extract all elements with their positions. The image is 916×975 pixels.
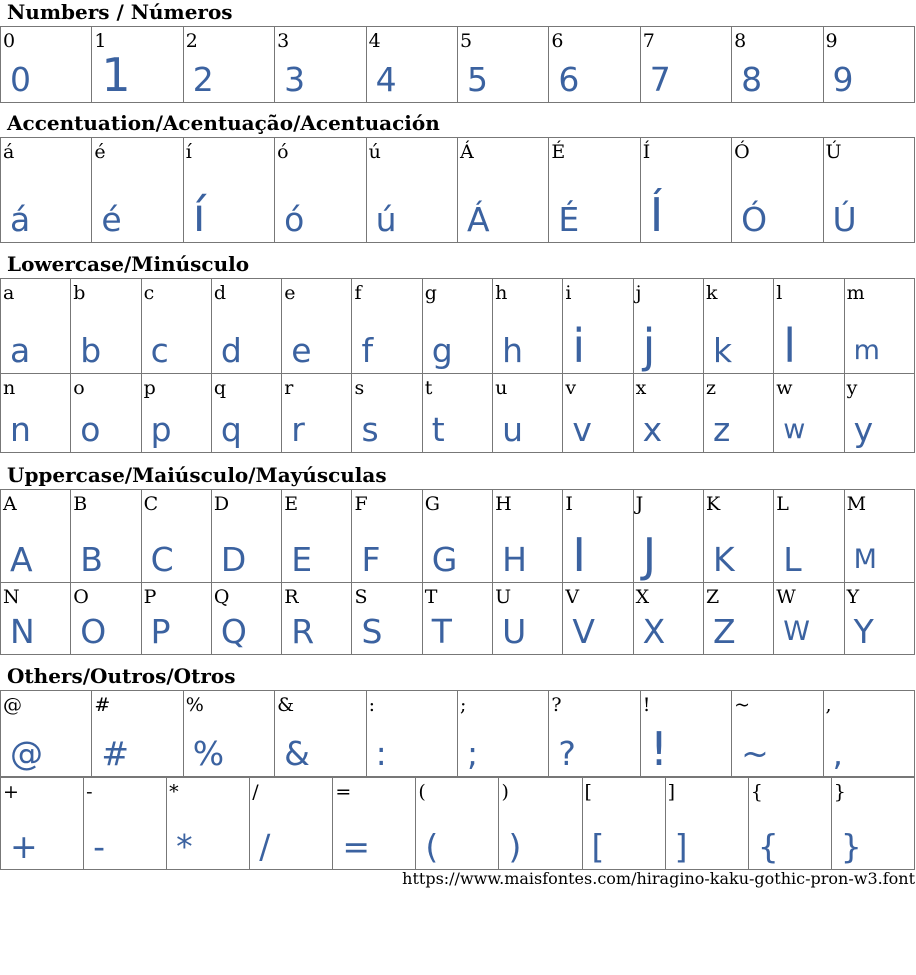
glyph-sample: P — [150, 612, 171, 651]
glyph-sample: u — [502, 410, 523, 449]
glyph-cell — [275, 27, 366, 103]
glyph-sample: Í — [649, 188, 664, 242]
glyph-label: * — [169, 781, 179, 803]
glyph-label: H — [495, 493, 512, 515]
glyph-sample: q — [220, 410, 242, 449]
glyph-sample: ? — [558, 734, 576, 773]
glyph-sample: B — [80, 540, 103, 579]
glyph-sample: # — [101, 734, 130, 773]
glyph-label: + — [3, 781, 19, 803]
glyph-sample: l — [783, 319, 797, 373]
glyph-label: ó — [277, 141, 289, 163]
glyph-sample: [ — [591, 827, 605, 866]
glyph-label: í — [185, 141, 192, 163]
glyph-sample: 9 — [832, 60, 854, 99]
glyph-cell — [633, 374, 703, 453]
glyph-cell — [823, 138, 914, 243]
glyph-sample: & — [284, 734, 310, 773]
glyph-label: W — [776, 586, 796, 608]
glyph-label: Ó — [734, 141, 750, 163]
glyph-label: : — [368, 694, 375, 716]
glyph-label: K — [705, 493, 721, 515]
glyph-cell — [92, 138, 183, 243]
glyph-cell — [333, 778, 416, 870]
glyph-cell — [563, 490, 633, 583]
glyph-cell — [549, 27, 640, 103]
glyph-label: m — [846, 282, 865, 304]
glyph-cell — [774, 374, 844, 453]
glyph-sample: F — [361, 540, 381, 579]
glyph-label: } — [833, 781, 846, 803]
glyph-sample: w — [783, 414, 806, 445]
glyph-cell — [422, 279, 492, 374]
glyph-cell — [457, 27, 548, 103]
glyph-cell — [352, 374, 422, 453]
glyph-label: 2 — [185, 30, 198, 52]
glyph-sample: p — [150, 410, 172, 449]
glyph-label: 9 — [825, 30, 838, 52]
glyph-sample: a — [10, 331, 31, 370]
glyph-cell — [823, 27, 914, 103]
glyph-cell — [366, 138, 457, 243]
glyph-label: r — [284, 377, 294, 399]
glyph-label: ] — [667, 781, 676, 803]
glyph-cell — [844, 490, 914, 583]
glyph-cell — [640, 691, 731, 777]
glyph-label: L — [776, 493, 789, 515]
glyph-label: t — [424, 377, 433, 399]
glyph-label: a — [3, 282, 15, 304]
glyph-cell — [183, 138, 274, 243]
glyph-cell — [563, 374, 633, 453]
glyph-label: 5 — [459, 30, 473, 52]
glyph-cell — [703, 374, 773, 453]
glyph-sample: i — [572, 319, 586, 373]
glyph-sample: í — [192, 188, 206, 242]
glyph-cell — [422, 490, 492, 583]
glyph-label: P — [143, 586, 157, 608]
glyph-sample: 6 — [558, 60, 580, 99]
glyph-label: B — [73, 493, 88, 515]
glyph-cell — [92, 691, 183, 777]
section-title-uppercase: Uppercase/Maiúsculo/Mayúsculas — [7, 463, 387, 487]
glyph-cell — [1, 583, 71, 655]
glyph-cell — [282, 583, 352, 655]
glyph-label: Á — [459, 141, 474, 163]
glyph-cell — [282, 490, 352, 583]
glyph-cell — [211, 490, 281, 583]
glyph-label: o — [73, 377, 85, 399]
section-title-numbers: Numbers / Números — [7, 0, 233, 24]
glyph-sample: z — [712, 410, 731, 449]
glyph-label: # — [94, 694, 111, 716]
accentuation-grid — [0, 137, 915, 243]
glyph-label: ? — [551, 694, 562, 716]
glyph-cell — [275, 691, 366, 777]
glyph-cell — [1, 778, 84, 870]
glyph-cell — [352, 279, 422, 374]
glyph-cell — [1, 691, 92, 777]
glyph-sample: s — [361, 410, 379, 449]
glyph-label: Q — [213, 586, 230, 608]
glyph-cell — [211, 279, 281, 374]
glyph-sample: K — [712, 540, 735, 579]
glyph-sample: C — [150, 540, 174, 579]
glyph-sample: % — [192, 734, 225, 773]
glyph-label: A — [3, 493, 17, 515]
glyph-sample: - — [93, 827, 105, 866]
glyph-cell — [84, 778, 167, 870]
glyph-cell — [71, 583, 141, 655]
glyph-sample: * — [176, 827, 193, 866]
glyph-cell — [493, 279, 563, 374]
glyph-cell — [211, 374, 281, 453]
glyph-sample: / — [259, 827, 271, 866]
glyph-cell — [493, 490, 563, 583]
glyph-sample: é — [101, 200, 122, 239]
glyph-sample: 0 — [10, 60, 31, 99]
glyph-label: g — [424, 282, 437, 304]
glyph-sample: m — [853, 335, 880, 366]
glyph-sample: V — [572, 612, 595, 651]
glyph-cell — [703, 279, 773, 374]
glyph-cell — [563, 583, 633, 655]
glyph-sample: = — [342, 827, 370, 866]
glyph-cell — [844, 374, 914, 453]
glyph-cell — [633, 279, 703, 374]
glyph-label: U — [495, 586, 512, 608]
glyph-cell — [703, 490, 773, 583]
glyph-cell — [141, 490, 211, 583]
glyph-sample: A — [10, 540, 33, 579]
glyph-cell — [563, 279, 633, 374]
glyph-cell — [422, 583, 492, 655]
glyph-cell — [1, 138, 92, 243]
glyph-sample: 2 — [192, 60, 214, 99]
glyph-label: Ú — [825, 141, 842, 163]
glyph-cell — [366, 27, 457, 103]
glyph-label: ; — [459, 694, 467, 716]
glyph-cell — [183, 27, 274, 103]
glyph-label: l — [776, 282, 783, 304]
glyph-cell — [250, 778, 333, 870]
glyph-sample: U — [502, 612, 527, 651]
glyph-cell — [493, 374, 563, 453]
glyph-label: M — [846, 493, 867, 515]
glyph-label: D — [213, 493, 230, 515]
glyph-cell — [499, 778, 582, 870]
glyph-sample: Q — [220, 612, 247, 651]
glyph-sample: ) — [508, 827, 522, 866]
glyph-sample: v — [572, 410, 592, 449]
glyph-cell — [71, 279, 141, 374]
glyph-label: w — [776, 377, 793, 399]
glyph-cell — [211, 583, 281, 655]
glyph-label: 1 — [94, 30, 107, 52]
glyph-cell — [844, 583, 914, 655]
glyph-sample: O — [80, 612, 107, 651]
glyph-cell — [422, 374, 492, 453]
glyph-label: N — [3, 586, 20, 608]
glyph-sample: t — [431, 410, 445, 449]
glyph-label: Y — [846, 586, 860, 608]
glyph-label: R — [284, 586, 299, 608]
glyph-cell — [457, 691, 548, 777]
glyph-sample: + — [10, 827, 38, 866]
glyph-label: & — [277, 694, 295, 716]
glyph-cell — [1, 374, 71, 453]
glyph-sample: Ú — [832, 200, 857, 239]
glyph-sample: J — [642, 528, 657, 582]
glyph-cell — [352, 583, 422, 655]
glyph-label: x — [635, 377, 647, 399]
uppercase-grid — [0, 489, 915, 655]
glyph-label: u — [495, 377, 508, 399]
glyph-cell — [640, 138, 731, 243]
glyph-sample: Z — [712, 612, 736, 651]
glyph-label: é — [94, 141, 106, 163]
glyph-label: % — [185, 694, 204, 716]
glyph-sample: G — [431, 540, 458, 579]
glyph-sample: ó — [284, 200, 305, 239]
glyph-sample: á — [10, 200, 31, 239]
glyph-cell — [167, 778, 250, 870]
glyph-cell — [71, 374, 141, 453]
glyph-label: ! — [642, 694, 651, 716]
glyph-sample: n — [10, 410, 31, 449]
glyph-cell — [92, 27, 183, 103]
glyph-label: y — [846, 377, 858, 399]
section-title-lowercase: Lowercase/Minúsculo — [7, 252, 250, 276]
glyph-sample: ; — [466, 734, 479, 773]
glyph-label: { — [750, 781, 763, 803]
glyph-sample: d — [220, 331, 242, 370]
glyph-cell — [549, 691, 640, 777]
glyph-label: [ — [584, 781, 592, 803]
glyph-sample: f — [361, 331, 374, 370]
glyph-cell — [141, 583, 211, 655]
glyph-label: = — [335, 781, 352, 803]
glyph-sample: M — [853, 544, 877, 575]
others-grid-1 — [0, 690, 915, 777]
glyph-cell — [493, 583, 563, 655]
glyph-cell — [831, 778, 914, 870]
glyph-label: 4 — [368, 30, 381, 52]
glyph-label: k — [705, 282, 718, 304]
glyph-sample: , — [832, 734, 844, 773]
glyph-sample: Ó — [741, 200, 768, 239]
glyph-cell — [582, 778, 665, 870]
glyph-cell — [732, 691, 823, 777]
glyph-cell — [640, 27, 731, 103]
glyph-cell — [457, 138, 548, 243]
glyph-sample: L — [783, 540, 802, 579]
glyph-label: T — [424, 586, 438, 608]
glyph-label: / — [252, 781, 259, 803]
glyph-label: q — [213, 377, 227, 399]
glyph-sample: X — [642, 612, 666, 651]
glyph-label: n — [3, 377, 16, 399]
glyph-sample: D — [220, 540, 247, 579]
glyph-label: j — [635, 282, 642, 304]
glyph-cell — [282, 374, 352, 453]
glyph-cell — [774, 583, 844, 655]
glyph-cell — [352, 490, 422, 583]
glyph-label: h — [495, 282, 508, 304]
glyph-sample: } — [840, 827, 862, 866]
glyph-cell — [1, 490, 71, 583]
glyph-label: G — [424, 493, 440, 515]
glyph-cell — [141, 279, 211, 374]
glyph-sample: T — [431, 612, 452, 651]
glyph-cell — [633, 583, 703, 655]
glyph-sample: S — [361, 612, 383, 651]
glyph-cell — [844, 279, 914, 374]
glyph-label: z — [705, 377, 716, 399]
glyph-sample: ~ — [741, 734, 769, 773]
glyph-label: i — [565, 282, 572, 304]
glyph-sample: ! — [649, 722, 669, 776]
glyph-label: ~ — [734, 694, 751, 716]
glyph-cell — [823, 691, 914, 777]
glyph-cell — [141, 374, 211, 453]
glyph-sample: 4 — [375, 60, 397, 99]
glyph-label: á — [3, 141, 15, 163]
glyph-sample: r — [291, 410, 305, 449]
glyph-sample: g — [431, 331, 453, 370]
glyph-sample: ] — [674, 827, 688, 866]
glyph-label: , — [825, 694, 832, 716]
glyph-label: e — [284, 282, 296, 304]
glyph-label: 3 — [277, 30, 290, 52]
glyph-sample: H — [502, 540, 527, 579]
glyph-label: Z — [705, 586, 720, 608]
glyph-label: É — [551, 141, 566, 163]
glyph-sample: 1 — [101, 48, 131, 102]
glyph-cell — [732, 27, 823, 103]
glyph-label: X — [635, 586, 650, 608]
glyph-cell — [282, 279, 352, 374]
glyph-cell — [703, 583, 773, 655]
glyph-label: Í — [642, 141, 651, 163]
glyph-label: 0 — [3, 30, 16, 52]
glyph-label: S — [354, 586, 368, 608]
glyph-sample: 7 — [649, 60, 671, 99]
glyph-label: F — [354, 493, 368, 515]
glyph-label: s — [354, 377, 365, 399]
lowercase-grid — [0, 278, 915, 453]
glyph-sample: k — [712, 331, 733, 370]
glyph-cell — [774, 490, 844, 583]
glyph-sample: ú — [375, 200, 397, 239]
glyph-label: p — [143, 377, 156, 399]
glyph-cell — [633, 490, 703, 583]
glyph-cell — [275, 138, 366, 243]
glyph-cell — [416, 778, 499, 870]
glyph-label: ) — [501, 781, 509, 803]
glyph-label: b — [73, 282, 86, 304]
glyph-sample: E — [291, 540, 313, 579]
glyph-sample: 3 — [284, 60, 306, 99]
glyph-sample: Á — [466, 200, 490, 239]
glyph-sample: { — [757, 827, 779, 866]
glyph-label: - — [86, 781, 93, 803]
glyph-label: ú — [368, 141, 381, 163]
glyph-label: @ — [3, 694, 22, 716]
glyph-label: 8 — [734, 30, 747, 52]
glyph-sample: ( — [425, 827, 439, 866]
glyph-label: v — [565, 377, 577, 399]
glyph-cell — [549, 138, 640, 243]
glyph-cell — [1, 279, 71, 374]
glyph-cell — [732, 138, 823, 243]
glyph-sample: b — [80, 331, 102, 370]
glyph-label: 6 — [551, 30, 564, 52]
glyph-sample: I — [572, 528, 586, 582]
glyph-cell — [665, 778, 748, 870]
glyph-label: d — [213, 282, 227, 304]
section-title-others: Others/Outros/Otros — [7, 664, 236, 688]
glyph-sample: e — [291, 331, 312, 370]
glyph-label: c — [143, 282, 155, 304]
glyph-sample: 8 — [741, 60, 763, 99]
glyph-cell — [748, 778, 831, 870]
glyph-label: O — [73, 586, 89, 608]
glyph-sample: 5 — [466, 60, 488, 99]
glyph-sample: : — [375, 734, 387, 773]
glyph-sample: @ — [10, 734, 43, 773]
numbers-grid — [0, 26, 915, 103]
glyph-cell — [183, 691, 274, 777]
glyph-cell — [366, 691, 457, 777]
glyph-sample: j — [642, 319, 656, 373]
glyph-label: 7 — [642, 30, 655, 52]
glyph-label: C — [143, 493, 159, 515]
glyph-label: f — [354, 282, 362, 304]
glyph-sample: x — [642, 410, 663, 449]
glyph-sample: N — [10, 612, 35, 651]
glyph-label: ( — [418, 781, 426, 803]
glyph-sample: y — [853, 410, 874, 449]
glyph-cell — [774, 279, 844, 374]
glyph-sample: o — [80, 410, 101, 449]
glyph-sample: R — [291, 612, 315, 651]
others-grid-2 — [0, 777, 915, 870]
glyph-label: E — [284, 493, 299, 515]
glyph-label: J — [635, 493, 644, 515]
glyph-sample: Y — [853, 612, 874, 651]
glyph-sample: c — [150, 331, 169, 370]
glyph-cell — [1, 27, 92, 103]
glyph-label: I — [565, 493, 573, 515]
glyph-sample: W — [783, 616, 810, 647]
source-url[interactable]: https://www.maisfontes.com/hiragino-kaku-gothic-pron-w3.font — [402, 869, 915, 888]
glyph-sample: É — [558, 200, 580, 239]
glyph-cell — [71, 490, 141, 583]
glyph-label: V — [565, 586, 580, 608]
glyph-sample: h — [502, 331, 523, 370]
section-title-accentuation: Accentuation/Acentuação/Acentuación — [7, 111, 440, 135]
